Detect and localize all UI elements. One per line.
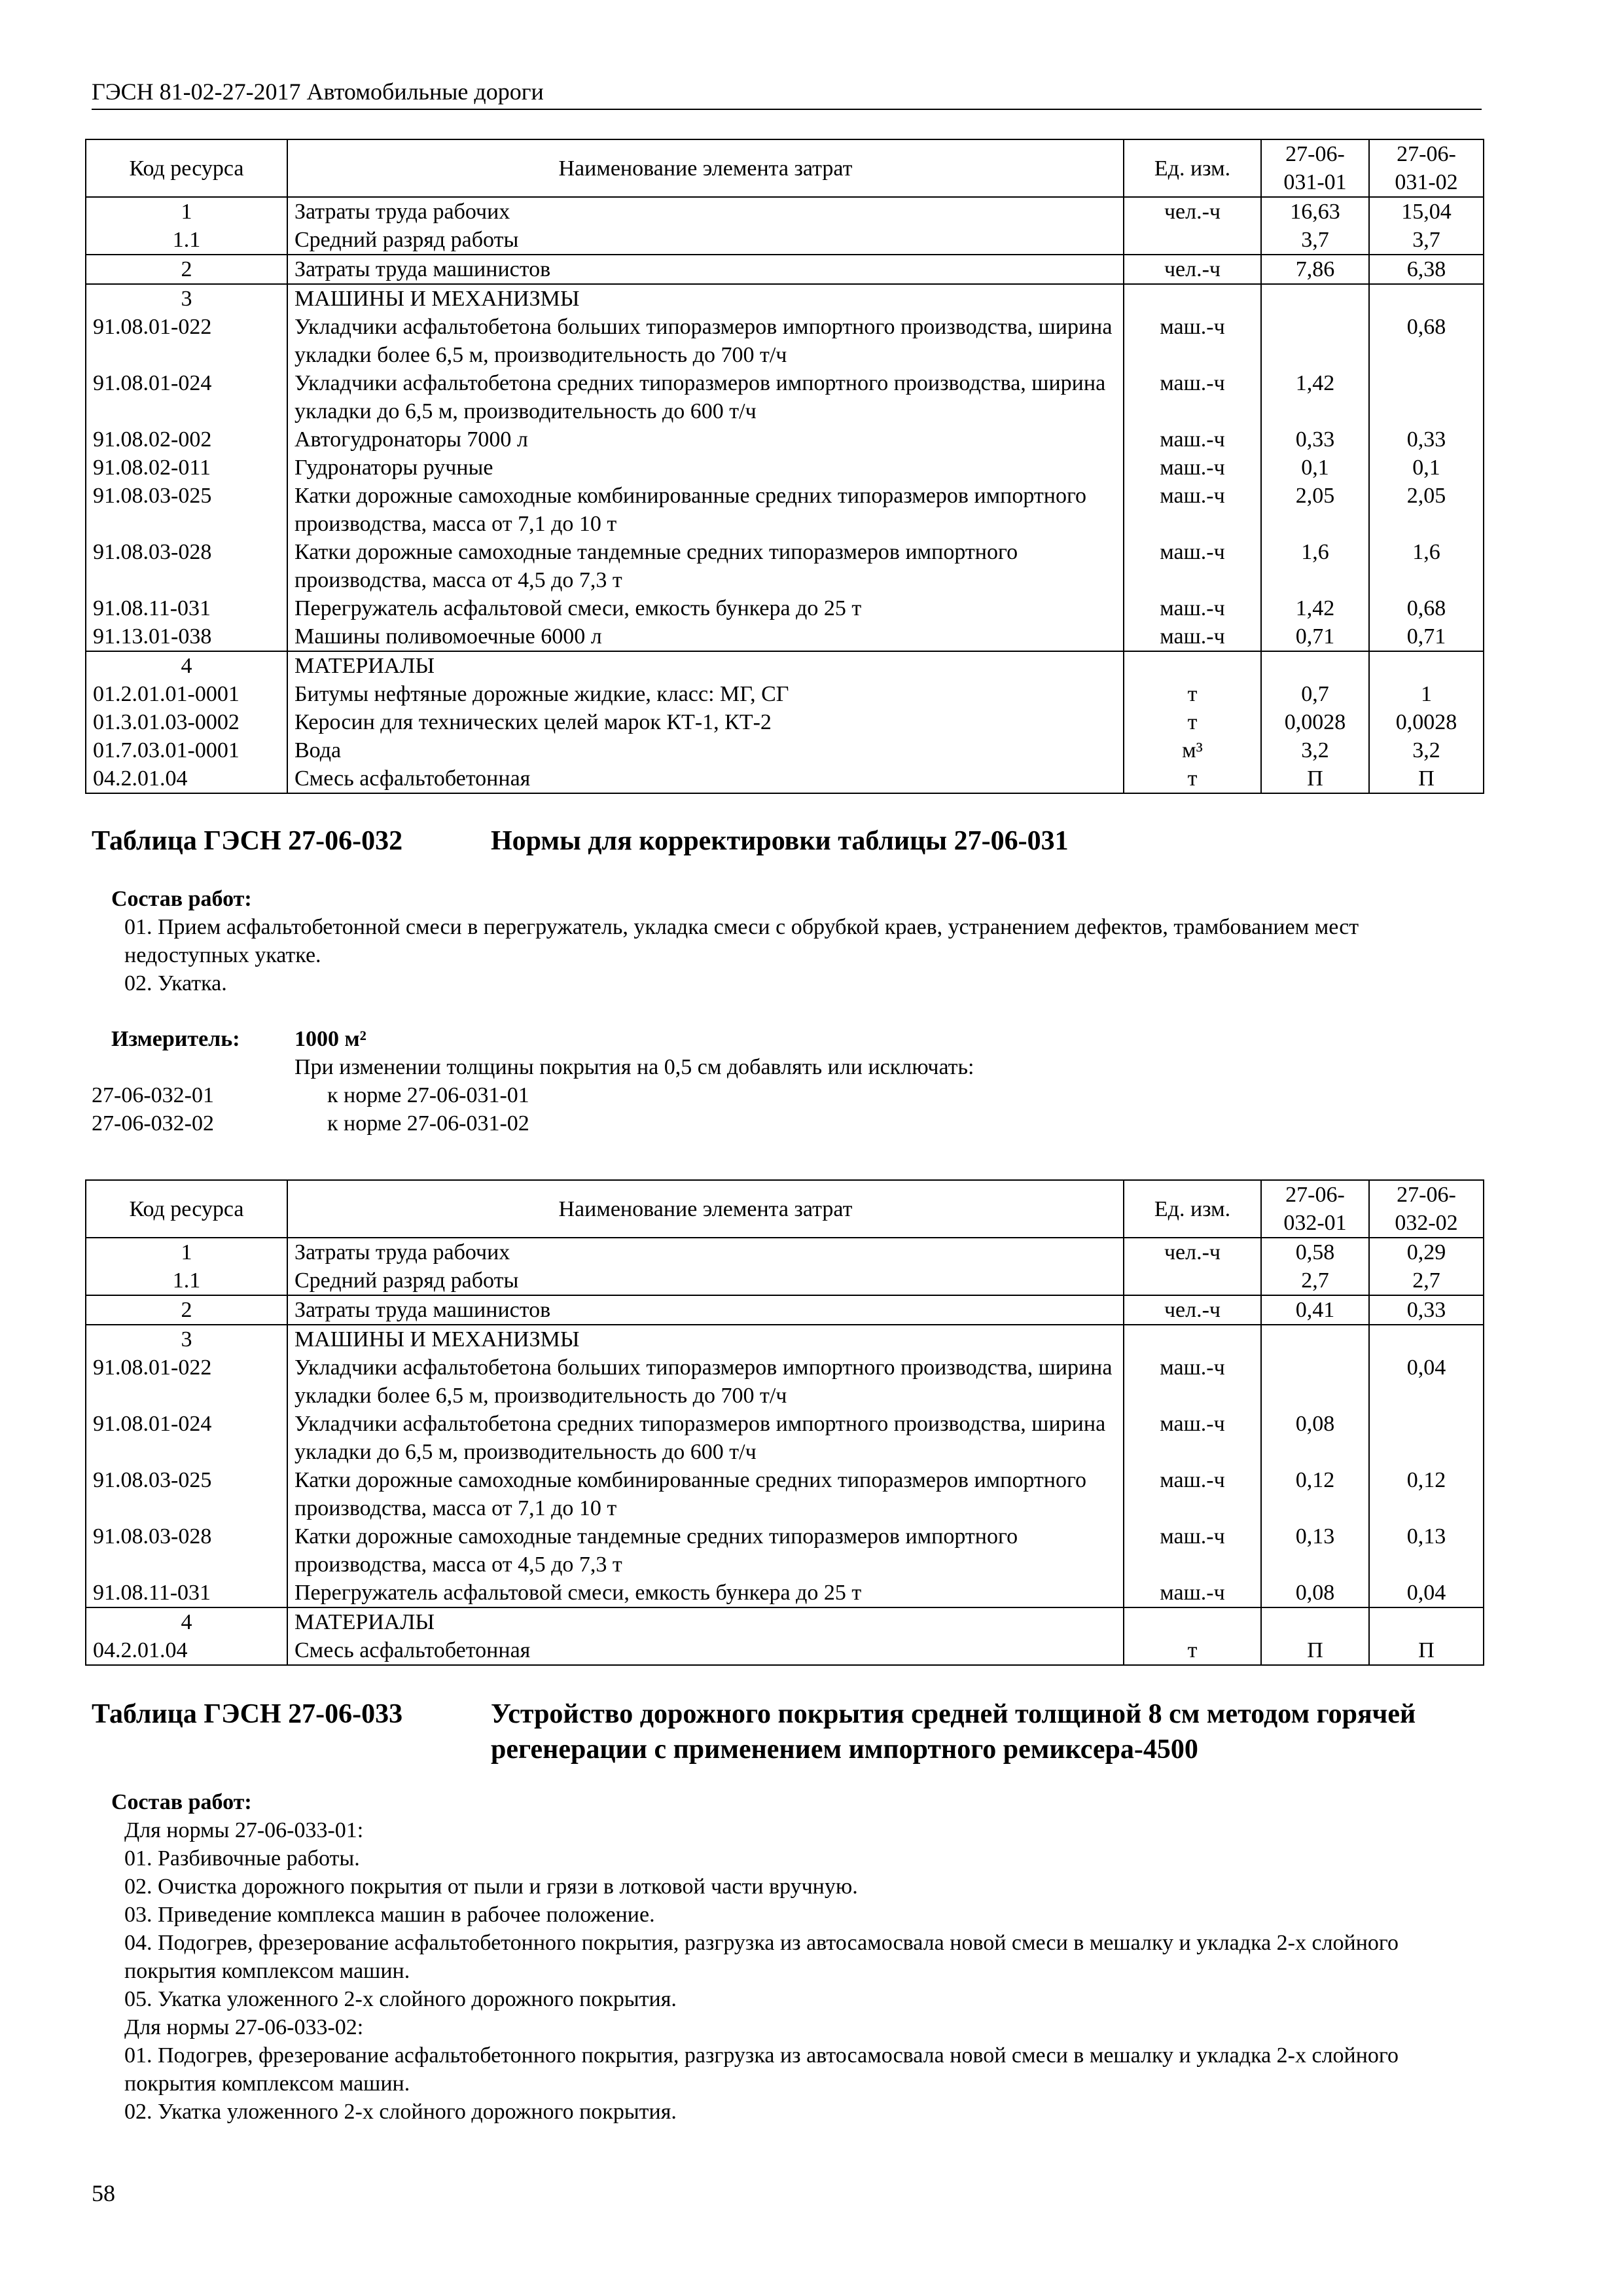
page-number: 58 (92, 2180, 115, 2206)
resource-name: Укладчики асфальтобетона средних типоразмеров импортного производства, ширина укладки до 6,5 м, производительность до 600 т/ч (287, 1410, 1124, 1466)
norm-value-2: 0,29 (1369, 1238, 1484, 1266)
resource-unit: маш.-ч (1124, 425, 1261, 454)
norm-value-1: 3,7 (1261, 226, 1369, 255)
norm-value-1: 1,42 (1261, 369, 1369, 425)
resource-unit: маш.-ч (1124, 1410, 1261, 1466)
resource-name: Катки дорожные самоходные комбинированные средних типоразмеров импортного производства, масса от 7,1 до 10 т (287, 482, 1124, 538)
resource-unit: маш.-ч (1124, 313, 1261, 369)
norm-value-2 (1369, 1607, 1484, 1636)
resource-unit: чел.-ч (1124, 255, 1261, 284)
table-row (86, 369, 1484, 425)
resource-unit: маш.-ч (1124, 369, 1261, 425)
table-row (86, 622, 1484, 651)
table-row (86, 425, 1484, 454)
resource-code: 4 (86, 1607, 287, 1636)
resource-unit: маш.-ч (1124, 538, 1261, 594)
measurer-block (92, 1025, 1486, 1138)
resource-table-body (86, 197, 1484, 793)
resource-table-032 (85, 1179, 1484, 1666)
work-item: 03. Приведение комплекса машин в рабочее положение. (124, 1903, 655, 1927)
table-title: Устройство дорожного покрытия средней толщиной 8 см методом горячей регенерации с применением импортного ремиксера-4500 (491, 1699, 1416, 1765)
norm-value-1 (1261, 1354, 1369, 1410)
resource-code: 91.08.03-028 (86, 538, 287, 594)
norm-row (92, 1109, 1486, 1138)
norm-value-2: П (1369, 764, 1484, 793)
table-row (86, 284, 1484, 313)
resource-name: Битумы нефтяные дорожные жидкие, класс: МГ, СГ (287, 680, 1124, 708)
norm-value-2: 1,6 (1369, 538, 1484, 594)
resource-name: МАШИНЫ И МЕХАНИЗМЫ (287, 1325, 1124, 1354)
work-item: 05. Укатка уложенного 2-х слойного дорожного покрытия. (124, 1987, 677, 2011)
col-header-unit: Ед. изм. (1124, 1180, 1261, 1238)
resource-name: Средний разряд работы (287, 1266, 1124, 1295)
norm-value-1 (1261, 1607, 1369, 1636)
norm-value-2: 6,38 (1369, 255, 1484, 284)
norm-value-2: 0,68 (1369, 313, 1484, 369)
table-row (86, 680, 1484, 708)
resource-unit: т (1124, 708, 1261, 736)
resource-code: 04.2.01.04 (86, 764, 287, 793)
norm-code: 27-06-032-02 (92, 1111, 214, 1136)
norm-value-1: 2,05 (1261, 482, 1369, 538)
work-item: 01. Прием асфальтобетонной смеси в перегружатель, укладка смеси с обрубкой краев, устранением дефектов, трамбованием мест недоступных укатке. (124, 915, 1359, 967)
norm-text: к норме 27-06-031-01 (327, 1083, 529, 1107)
norm-value-1 (1261, 1325, 1369, 1354)
table-row (86, 197, 1484, 226)
work-item: 04. Подогрев, фрезерование асфальтобетонного покрытия, разгрузка из автосамосвала новой смеси в мешалку и укладка 2-х слойного покрытия комплексом машин. (124, 1931, 1399, 1983)
table-row (86, 1325, 1484, 1354)
resource-name: Катки дорожные самоходные комбинированные средних типоразмеров импортного производства, масса от 7,1 до 10 т (287, 1466, 1124, 1522)
resource-code: 2 (86, 1295, 287, 1325)
norm-value-1: 0,58 (1261, 1238, 1369, 1266)
norm-value-2: 0,13 (1369, 1522, 1484, 1579)
work-item: Для нормы 27-06-033-01: (124, 1818, 364, 1842)
norm-value-2: 0,71 (1369, 622, 1484, 651)
norm-value-1: 0,13 (1261, 1522, 1369, 1579)
norm-value-1 (1261, 313, 1369, 369)
resource-unit: маш.-ч (1124, 1466, 1261, 1522)
resource-code: 01.3.01.03-0002 (86, 708, 287, 736)
work-composition-033 (92, 1788, 1486, 2126)
norm-value-2 (1369, 284, 1484, 313)
table-row (86, 226, 1484, 255)
table-row (86, 1636, 1484, 1665)
resource-name: Машины поливомоечные 6000 л (287, 622, 1124, 651)
table-row (86, 736, 1484, 764)
norm-value-1: 2,7 (1261, 1266, 1369, 1295)
work-item: 01. Разбивочные работы. (124, 1846, 360, 1871)
resource-unit: маш.-ч (1124, 454, 1261, 482)
resource-unit: маш.-ч (1124, 1522, 1261, 1579)
table-title: Нормы для корректировки таблицы 27-06-031 (491, 826, 1069, 856)
work-item: 02. Укатка. (124, 971, 227, 996)
resource-table-body (86, 1238, 1484, 1665)
resource-code: 91.08.02-011 (86, 454, 287, 482)
resource-unit: маш.-ч (1124, 1579, 1261, 1607)
table-row (86, 454, 1484, 482)
resource-unit: чел.-ч (1124, 197, 1261, 226)
resource-code: 01.7.03.01-0001 (86, 736, 287, 764)
norm-row (92, 1081, 1486, 1109)
norm-value-2 (1369, 369, 1484, 425)
table-row (86, 538, 1484, 594)
resource-code: 1.1 (86, 1266, 287, 1295)
table-row (86, 764, 1484, 793)
norm-value-1: 0,08 (1261, 1410, 1369, 1466)
table-row (86, 651, 1484, 680)
norm-value-1: 0,71 (1261, 622, 1369, 651)
resource-unit: маш.-ч (1124, 1354, 1261, 1410)
norm-value-1: 0,7 (1261, 680, 1369, 708)
table-label: Таблица ГЭСН 27-06-032 (92, 826, 403, 856)
resource-name: Укладчики асфальтобетона больших типоразмеров импортного производства, ширина укладки более 6,5 м, производительность до 700 т/ч (287, 1354, 1124, 1410)
measurer-label: Измеритель: (111, 1027, 240, 1051)
resource-code: 91.08.03-028 (86, 1522, 287, 1579)
resource-code: 91.08.02-002 (86, 425, 287, 454)
norm-value-2: 3,2 (1369, 736, 1484, 764)
resource-code: 01.2.01.01-0001 (86, 680, 287, 708)
resource-name: Керосин для технических целей марок КТ-1, КТ-2 (287, 708, 1124, 736)
resource-unit: т (1124, 680, 1261, 708)
norm-value-1: 0,33 (1261, 425, 1369, 454)
norm-value-1: 1,42 (1261, 594, 1369, 622)
resource-name: Перегружатель асфальтовой смеси, емкость бункера до 25 т (287, 1579, 1124, 1607)
col-header-norm-1: 27-06- 032-01 (1261, 1180, 1369, 1238)
work-list (92, 1816, 1486, 2126)
table-row (86, 313, 1484, 369)
resource-name: Смесь асфальтобетонная (287, 1636, 1124, 1665)
norm-value-2: 2,7 (1369, 1266, 1484, 1295)
norm-value-2: 0,68 (1369, 594, 1484, 622)
col-header-norm-2: 27-06- 031-02 (1369, 139, 1484, 197)
resource-unit: маш.-ч (1124, 622, 1261, 651)
resource-unit (1124, 651, 1261, 680)
resource-name: МАТЕРИАЛЫ (287, 651, 1124, 680)
table-row (86, 1238, 1484, 1266)
resource-code: 1 (86, 1238, 287, 1266)
col-header-name: Наименование элемента затрат (287, 1180, 1124, 1238)
resource-code: 91.08.01-024 (86, 369, 287, 425)
work-item: Для нормы 27-06-033-02: (124, 2015, 364, 2039)
work-composition-032 (92, 885, 1486, 997)
resource-unit (1124, 1266, 1261, 1295)
norm-value-1: 0,08 (1261, 1579, 1369, 1607)
table-row (86, 1579, 1484, 1607)
resource-code: 3 (86, 284, 287, 313)
norm-value-2: 3,7 (1369, 226, 1484, 255)
table-row (86, 1410, 1484, 1466)
resource-name: Затраты труда машинистов (287, 1295, 1124, 1325)
resource-name: Катки дорожные самоходные тандемные средних типоразмеров импортного производства, масса от 4,5 до 7,3 т (287, 1522, 1124, 1579)
resource-code: 91.08.11-031 (86, 594, 287, 622)
table-row (86, 482, 1484, 538)
norm-value-1 (1261, 284, 1369, 313)
norm-value-1: П (1261, 764, 1369, 793)
resource-name: Укладчики асфальтобетона больших типоразмеров импортного производства, ширина укладки более 6,5 м, производительность до 700 т/ч (287, 313, 1124, 369)
resource-code: 91.08.01-022 (86, 313, 287, 369)
resource-unit: м³ (1124, 736, 1261, 764)
resource-name: Перегружатель асфальтовой смеси, емкость бункера до 25 т (287, 594, 1124, 622)
norm-value-1: 0,12 (1261, 1466, 1369, 1522)
work-item: 02. Укатка уложенного 2-х слойного дорожного покрытия. (124, 2100, 677, 2124)
norm-text: к норме 27-06-031-02 (327, 1111, 529, 1136)
resource-unit: чел.-ч (1124, 1238, 1261, 1266)
table-row (86, 1607, 1484, 1636)
table-row (86, 1266, 1484, 1295)
norm-value-1: 0,0028 (1261, 708, 1369, 736)
norm-value-2: 0,12 (1369, 1466, 1484, 1522)
norm-value-2 (1369, 1410, 1484, 1466)
table-heading-032 (92, 823, 1486, 859)
resource-code: 91.08.03-025 (86, 482, 287, 538)
resource-code: 91.13.01-038 (86, 622, 287, 651)
resource-name: Укладчики асфальтобетона средних типоразмеров импортного производства, ширина укладки до 6,5 м, производительность до 600 т/ч (287, 369, 1124, 425)
work-item: 01. Подогрев, фрезерование асфальтобетонного покрытия, разгрузка из автосамосвала новой смеси в мешалку и укладка 2-х слойного покрытия комплексом машин. (124, 2043, 1399, 2096)
resource-unit: маш.-ч (1124, 594, 1261, 622)
col-header-name: Наименование элемента затрат (287, 139, 1124, 197)
resource-unit: т (1124, 1636, 1261, 1665)
resource-name: Затраты труда рабочих (287, 197, 1124, 226)
resource-unit (1124, 1607, 1261, 1636)
work-composition-label: Состав работ: (111, 1790, 252, 1814)
table-heading-033 (92, 1696, 1486, 1767)
table-row (86, 1354, 1484, 1410)
resource-name: Затраты труда машинистов (287, 255, 1124, 284)
norm-value-1: 0,41 (1261, 1295, 1369, 1325)
resource-code: 1.1 (86, 226, 287, 255)
table-row (86, 1466, 1484, 1522)
norm-value-1: 16,63 (1261, 197, 1369, 226)
table-row (86, 1295, 1484, 1325)
resource-name: Вода (287, 736, 1124, 764)
resource-code: 91.08.11-031 (86, 1579, 287, 1607)
col-header-code: Код ресурса (86, 139, 287, 197)
norm-value-2: 0,1 (1369, 454, 1484, 482)
norm-value-2: 0,0028 (1369, 708, 1484, 736)
norm-value-2: 0,04 (1369, 1579, 1484, 1607)
col-header-norm-1: 27-06- 031-01 (1261, 139, 1369, 197)
resource-code: 1 (86, 197, 287, 226)
resource-name: МАТЕРИАЛЫ (287, 1607, 1124, 1636)
resource-code: 3 (86, 1325, 287, 1354)
norm-code: 27-06-032-01 (92, 1083, 214, 1107)
work-item: 02. Очистка дорожного покрытия от пыли и грязи в лотковой части вручную. (124, 1874, 858, 1899)
table-row (86, 1522, 1484, 1579)
table-row (86, 255, 1484, 284)
resource-unit (1124, 284, 1261, 313)
resource-name: Катки дорожные самоходные тандемные средних типоразмеров импортного производства, масса от 4,5 до 7,3 т (287, 538, 1124, 594)
norm-value-2: П (1369, 1636, 1484, 1665)
norm-value-2: 0,33 (1369, 425, 1484, 454)
norm-value-1 (1261, 651, 1369, 680)
resource-name: Средний разряд работы (287, 226, 1124, 255)
col-header-code: Код ресурса (86, 1180, 287, 1238)
col-header-norm-2: 27-06- 032-02 (1369, 1180, 1484, 1238)
resource-name: Автогудронаторы 7000 л (287, 425, 1124, 454)
norm-value-2: 0,33 (1369, 1295, 1484, 1325)
measurer-note: При изменении толщины покрытия на 0,5 см добавлять или исключать: (294, 1055, 974, 1079)
norm-value-1: 1,6 (1261, 538, 1369, 594)
norm-value-1: П (1261, 1636, 1369, 1665)
resource-name: Смесь асфальтобетонная (287, 764, 1124, 793)
resource-name: МАШИНЫ И МЕХАНИЗМЫ (287, 284, 1124, 313)
table-label: Таблица ГЭСН 27-06-033 (92, 1699, 403, 1729)
norm-value-1: 3,2 (1261, 736, 1369, 764)
resource-code: 2 (86, 255, 287, 284)
norm-value-2: 2,05 (1369, 482, 1484, 538)
resource-unit: маш.-ч (1124, 482, 1261, 538)
norm-value-2 (1369, 651, 1484, 680)
resource-code: 91.08.01-024 (86, 1410, 287, 1466)
resource-unit (1124, 226, 1261, 255)
resource-code: 91.08.01-022 (86, 1354, 287, 1410)
resource-name: Гудронаторы ручные (287, 454, 1124, 482)
resource-table-031 (85, 139, 1484, 794)
norm-value-1: 7,86 (1261, 255, 1369, 284)
work-composition-label: Состав работ: (111, 887, 252, 911)
norm-value-2: 15,04 (1369, 197, 1484, 226)
resource-unit (1124, 1325, 1261, 1354)
resource-code: 4 (86, 651, 287, 680)
resource-unit: т (1124, 764, 1261, 793)
resource-code: 91.08.03-025 (86, 1466, 287, 1522)
table-row (86, 708, 1484, 736)
measurer-value: 1000 м² (294, 1027, 366, 1051)
running-header: ГЭСН 81-02-27-2017 Автомобильные дороги (92, 77, 1482, 110)
norm-value-2: 1 (1369, 680, 1484, 708)
table-row (86, 594, 1484, 622)
resource-name: Затраты труда рабочих (287, 1238, 1124, 1266)
norm-value-2 (1369, 1325, 1484, 1354)
resource-unit: чел.-ч (1124, 1295, 1261, 1325)
col-header-unit: Ед. изм. (1124, 139, 1261, 197)
resource-code: 04.2.01.04 (86, 1636, 287, 1665)
norm-value-1: 0,1 (1261, 454, 1369, 482)
norm-value-2: 0,04 (1369, 1354, 1484, 1410)
